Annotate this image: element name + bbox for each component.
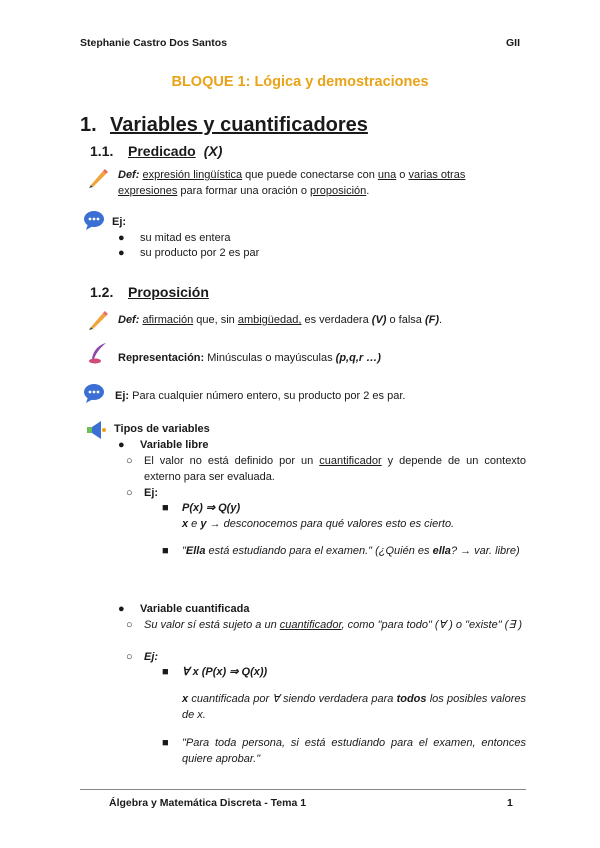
footer-divider <box>80 789 526 790</box>
def-text: para formar una oración o <box>177 185 311 197</box>
var-y: y <box>200 518 207 530</box>
def-value: (F) <box>424 314 440 326</box>
def-text: . <box>366 185 370 197</box>
expl-text: los posibles valores de x. <box>182 693 526 721</box>
def-text: o <box>396 169 409 181</box>
speech-bubble-icon <box>82 381 106 405</box>
desc-text: Su valor sí está sujeto a un <box>144 619 280 631</box>
ex-text: " <box>182 545 186 557</box>
section-title: Variables y cuantificadores <box>110 114 368 136</box>
ej-label: Ej: <box>144 487 159 499</box>
def-term: expresiones <box>118 185 178 197</box>
block-title: BLOQUE 1: Lógica y demostraciones <box>171 74 429 90</box>
var-x: x <box>182 518 189 530</box>
proposicion-example <box>115 388 405 404</box>
header-course: GII <box>506 37 521 49</box>
list-item-text: su producto por 2 es par <box>140 247 260 259</box>
formula-libre: P(x) ⇒ Q(y) <box>182 502 241 514</box>
pencil-icon <box>86 166 110 190</box>
ex-text: ? → var. libre) <box>450 545 520 557</box>
list-item-text: su mitad es entera <box>140 232 231 244</box>
speech-bubble-icon <box>82 208 106 232</box>
def-label: Def: <box>118 169 140 181</box>
variable-libre-label: Variable libre <box>140 439 209 451</box>
subsection-title: Proposición <box>128 284 209 300</box>
tipos-title: Tipos de variables <box>114 423 210 435</box>
ex-bold: ella <box>432 545 451 557</box>
ex-text: está estudiando para el examen." (¿Quién es <box>205 545 433 557</box>
square-bullet: ■ <box>162 666 169 678</box>
rep-text: Minúsculas o mayúsculas <box>204 352 336 364</box>
def-text: o falsa <box>386 314 425 326</box>
rep-vars: (p,q,r …) <box>335 352 381 364</box>
def-term: afirmación <box>142 314 194 326</box>
ej-label: Ej: <box>144 651 159 663</box>
quill-icon <box>86 341 110 365</box>
subsection-heading-1-1 <box>90 143 222 159</box>
square-bullet: ■ <box>162 545 169 557</box>
representacion-line <box>118 350 381 366</box>
variable-cuantificada-label: Variable cuantificada <box>140 603 250 615</box>
subsection-heading-1-2 <box>90 284 209 300</box>
def-term: una <box>377 169 397 181</box>
circle-bullet: ○ <box>126 619 133 631</box>
predicado-definition <box>118 167 528 199</box>
libre-sentence-example <box>182 543 526 559</box>
list-item: ● su producto por 2 es par <box>118 247 260 259</box>
expl-text: cuantificada por ∀ siendo verdadera para <box>188 693 397 705</box>
expl-text: e <box>188 518 201 530</box>
subsection-number: 1.1. <box>90 143 114 159</box>
page-number: 1 <box>507 797 513 809</box>
square-bullet: ■ <box>162 737 169 749</box>
variable-cuantificada-heading: ● Variable cuantificada <box>118 603 250 615</box>
variable-libre-desc <box>144 453 526 485</box>
def-term: expresión lingüística <box>142 169 243 181</box>
desc-text: El valor no está definido por un <box>144 455 320 467</box>
ej-label: Ej: <box>112 216 127 228</box>
section-number: 1. <box>80 114 97 136</box>
desc-term: cuantificador <box>279 619 342 631</box>
pencil-icon <box>86 308 110 332</box>
def-text: que puede conectarse con <box>242 169 378 181</box>
proposicion-definition <box>118 312 442 328</box>
var-x: x <box>182 693 189 705</box>
circle-bullet: ○ <box>126 651 133 663</box>
variable-libre-heading: ● Variable libre <box>118 439 209 451</box>
ex-bold: Ella <box>185 545 206 557</box>
def-value: (V) <box>371 314 387 326</box>
cuantificada-explanation <box>182 691 526 723</box>
rep-label: Representación: <box>118 352 205 364</box>
subsection-number: 1.2. <box>90 284 114 300</box>
expl-text: → desconocemos para qué valores esto es cierto. <box>206 518 455 530</box>
formula-cuantificada: ∀ x (P(x) ⇒ Q(x)) <box>182 666 268 678</box>
libre-explanation <box>182 516 454 532</box>
circle-bullet: ○ <box>126 455 133 467</box>
def-term: ambigüedad, <box>237 314 302 326</box>
desc-text: , como "para todo" (∀ ) o "existe" (∃ ) <box>341 619 523 631</box>
header-author: Stephanie Castro Dos Santos <box>80 37 228 49</box>
list-item: ● su mitad es entera <box>118 232 231 244</box>
def-text: . <box>439 314 443 326</box>
ej-text: Para cualquier número entero, su producto por 2 es par. <box>129 390 406 402</box>
ej-label: Ej: <box>115 390 130 402</box>
desc-text: y depende de un contexto externo para ser evaluada. <box>144 455 526 483</box>
def-text: es verdadera <box>301 314 372 326</box>
section-heading <box>80 114 368 137</box>
def-text: que, sin <box>193 314 238 326</box>
cuantificada-sentence-example: "Para toda persona, si está estudiando para el examen, entonces quiere aprobar." <box>182 737 526 765</box>
def-label: Def: <box>118 314 140 326</box>
def-term: proposición <box>310 185 367 197</box>
desc-term: cuantificador <box>319 455 382 467</box>
variable-cuantificada-desc <box>144 617 526 633</box>
square-bullet: ■ <box>162 502 169 514</box>
footer-text: Álgebra y Matemática Discreta - Tema 1 <box>109 797 307 809</box>
megaphone-icon <box>84 418 108 442</box>
def-term: varias otras <box>408 169 466 181</box>
subsection-variable: (X) <box>203 143 223 159</box>
circle-bullet: ○ <box>126 487 133 499</box>
subsection-title: Predicado <box>128 143 196 159</box>
expl-bold: todos <box>396 693 427 705</box>
